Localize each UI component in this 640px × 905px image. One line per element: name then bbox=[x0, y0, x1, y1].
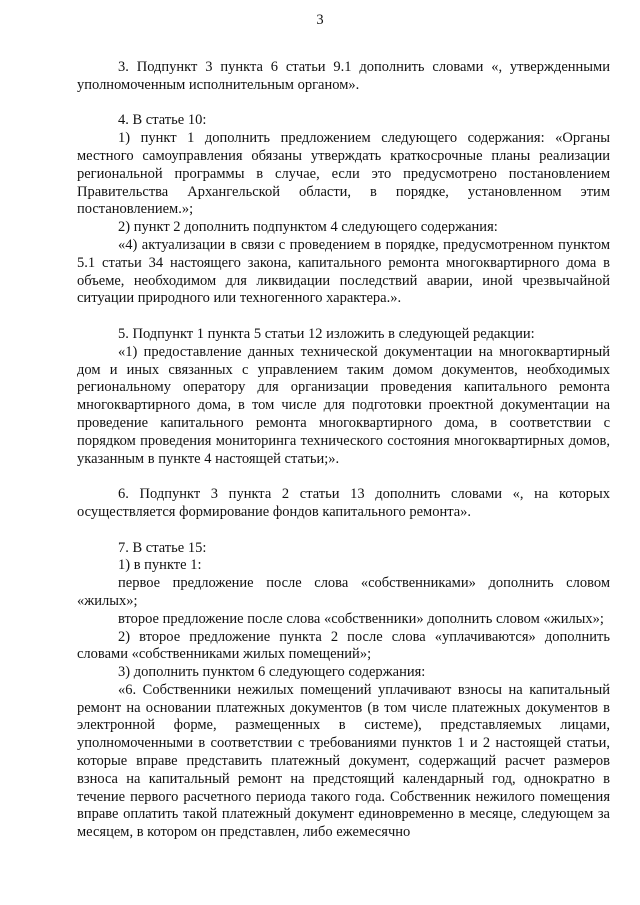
paragraph: 1) в пункте 1: bbox=[118, 557, 202, 574]
paragraph-gap bbox=[77, 95, 610, 113]
paragraph: «6. Собственники нежилых помещений уплачивают взносы на капитальный ремонт на основании платежных документов (в том числе платежных документов в электронной форме, размещенных в системе), представляемых лицами, уполномоченными в соответствии с требованиями пунктов 1 и 2 настоящей статьи, которые вправе представить платежный документ, содержащий расчет размеров взноса на капитальный ремонт на предстоящий календарный год, однократно в течение первого расчетного периода такого года. Собственник нежилого помещения вправе оплатить такой платежный документ единовременно в месяце, следующем за месяцем, в котором он представлен, либо ежемесячно bbox=[77, 681, 610, 841]
paragraph: 6. Подпункт 3 пункта 2 статьи 13 дополнить словами «, на которых осуществляется формирование фондов капитального ремонта». bbox=[77, 486, 610, 520]
paragraph-gap bbox=[77, 522, 610, 540]
paragraph-gap bbox=[77, 468, 610, 486]
paragraph-gap bbox=[77, 308, 610, 326]
paragraph: 7. В статье 15: bbox=[118, 539, 207, 556]
page-number: 3 bbox=[316, 12, 324, 28]
paragraph: «4) актуализации в связи с проведением в порядке, предусмотренном пунктом 5.1 статьи 34 настоящего закона, капитального ремонта многоквартирного дома в объеме, необходимом для ликвидации последствий аварии, иной чрезвычайной ситуации природного или техногенного характера.». bbox=[77, 236, 610, 307]
paragraph: 3) дополнить пунктом 6 следующего содержания: bbox=[118, 664, 426, 681]
paragraph: второе предложение после слова «собственники» дополнить словом «жилых»; bbox=[118, 610, 604, 627]
paragraph: 3. Подпункт 3 пункта 6 статьи 9.1 дополнить словами «, утвержденными уполномоченным исполнительным органом». bbox=[77, 59, 610, 93]
paragraph: 1) пункт 1 дополнить предложением следующего содержания: «Органы местного самоуправления обязаны утверждать краткосрочные планы реализации региональной программы в случае, если это предусмотрено постановлением Правительства Архангельской области, в порядке, установленном этим постановлением.»; bbox=[77, 130, 610, 218]
paragraph: «1) предоставление данных технической документации на многоквартирный дом и иных связанных с управлением таким домом документов, необходимых региональному оператору для организации проведения капитального ремонта многоквартирного дома, в том числе для подготовки проектной документации на проведение капитального ремонта многоквартирного дома, в соответствии с порядком проведения мониторинга технического состояния многоквартирных домов, указанным в пункте 4 настоящей статьи;». bbox=[77, 343, 610, 467]
paragraph: 2) пункт 2 дополнить подпунктом 4 следующего содержания: bbox=[118, 219, 498, 236]
paragraph: 4. В статье 10: bbox=[118, 112, 207, 129]
paragraph: 2) второе предложение пункта 2 после слова «уплачиваются» дополнить словами «собственниками жилых помещений»; bbox=[77, 628, 610, 663]
paragraph: 5. Подпункт 1 пункта 5 статьи 12 изложить в следующей редакции: bbox=[118, 325, 535, 342]
paragraph: первое предложение после слова «собственниками» дополнить словом «жилых»; bbox=[77, 575, 610, 609]
document-body bbox=[77, 59, 610, 842]
